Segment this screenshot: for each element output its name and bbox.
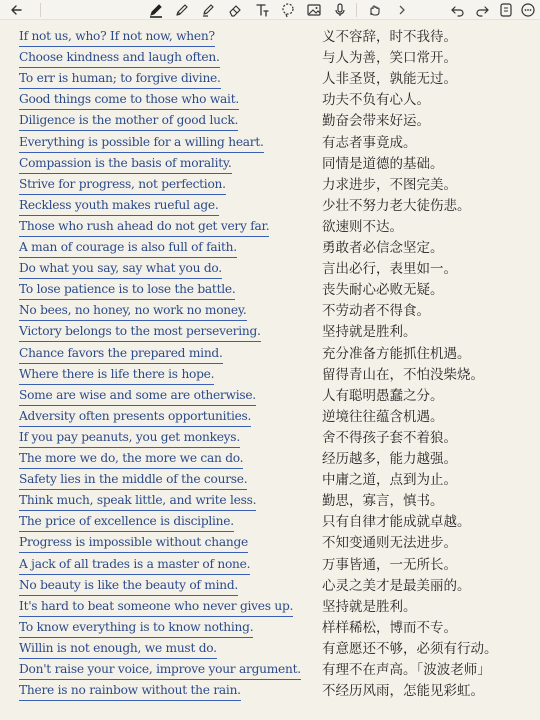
- english-phrase: Diligence is the mother of good luck.: [19, 112, 238, 131]
- chinese-translation: 万事皆通，一无所长。: [322, 556, 457, 573]
- toolbar-divider: [40, 3, 41, 17]
- phrase-row: [0, 260, 540, 281]
- chinese-translation: 勤奋会带来好运。: [322, 113, 430, 130]
- phrase-row: [0, 302, 540, 323]
- chinese-translation: 义不容辞，时不我待。: [322, 29, 457, 45]
- english-phrase: Choose kindness and laugh often.: [19, 49, 220, 68]
- chinese-translation: 勤思，寡言，慎书。: [322, 493, 444, 510]
- redo-icon[interactable]: [472, 0, 492, 20]
- phrase-row: [0, 28, 540, 49]
- phrase-row: [0, 682, 540, 703]
- phrase-row: [0, 70, 540, 91]
- chinese-translation: 坚持就是胜利。: [322, 324, 417, 341]
- undo-icon[interactable]: [448, 0, 468, 20]
- chinese-translation: 人有聪明愚蠢之分。: [322, 387, 444, 404]
- phrase-row: [0, 387, 540, 408]
- english-phrase: To lose patience is to lose the battle.: [19, 281, 235, 300]
- chinese-translation: 只有自律才能成就卓越。: [322, 514, 471, 531]
- phrase-row: [0, 239, 540, 260]
- pencil-icon[interactable]: [172, 0, 192, 20]
- phrase-row: [0, 134, 540, 155]
- lasso-icon[interactable]: [278, 0, 298, 20]
- english-phrase: The more we do, the more we can do.: [19, 450, 243, 469]
- chinese-translation: 力求进步，不图完美。: [322, 176, 457, 193]
- english-phrase: Do what you say, say what you do.: [19, 260, 222, 279]
- chinese-translation: 留得青山在，不怕没柴烧。: [322, 366, 484, 383]
- eraser-icon[interactable]: [225, 0, 245, 20]
- english-phrase: It's hard to beat someone who never gives up.: [19, 598, 293, 617]
- chinese-translation: 不劳动者不得食。: [322, 303, 430, 320]
- chinese-translation: 样样稀松，博而不专。: [322, 619, 457, 636]
- english-phrase: Everything is possible for a willing heart.: [19, 134, 264, 153]
- chinese-translation: 经历越多，能力越强。: [322, 451, 457, 467]
- chinese-translation: 功夫不负有心人。: [322, 92, 430, 109]
- english-phrase: Good things come to those who wait.: [19, 91, 239, 110]
- phrase-row: [0, 112, 540, 133]
- phrase-row: [0, 281, 540, 302]
- phrase-row: [0, 155, 540, 176]
- phrase-row: [0, 91, 540, 112]
- chinese-translation: 与人为善，笑口常开。: [322, 50, 457, 67]
- pen-icon[interactable]: [146, 0, 166, 20]
- english-phrase: Strive for progress, not perfection.: [19, 176, 226, 195]
- pages-icon[interactable]: [496, 0, 516, 20]
- english-phrase: Progress is impossible without change: [19, 534, 248, 553]
- english-phrase: There is no rainbow without the rain.: [19, 682, 241, 701]
- phrase-row: [0, 450, 540, 471]
- english-phrase: Some are wise and some are otherwise.: [19, 387, 256, 406]
- phrase-row: [0, 408, 540, 429]
- chinese-translation: 有理不在声高。「波波老师」: [322, 662, 491, 678]
- english-phrase: Those who rush ahead do not get very far.: [19, 218, 269, 237]
- hand-draw-icon[interactable]: [364, 0, 384, 20]
- phrase-row: [0, 513, 540, 534]
- english-phrase: Where there is life there is hope.: [19, 366, 214, 385]
- chevron-right-icon[interactable]: [392, 0, 412, 20]
- chinese-translation: 逆境往往蕴含机遇。: [322, 408, 444, 425]
- phrase-row: [0, 619, 540, 640]
- english-phrase: If you pay peanuts, you get monkeys.: [19, 429, 240, 448]
- microphone-icon[interactable]: [330, 0, 350, 20]
- phrase-row: [0, 556, 540, 577]
- english-phrase: No beauty is like the beauty of mind.: [19, 577, 238, 596]
- chinese-translation: 少壮不努力老大徒伤悲。: [322, 197, 471, 214]
- phrase-row: [0, 323, 540, 344]
- more-icon[interactable]: [518, 0, 538, 20]
- chinese-translation: 心灵之美才是最美丽的。: [322, 577, 471, 594]
- highlighter-icon[interactable]: [198, 0, 218, 20]
- english-phrase: To know everything is to know nothing.: [19, 619, 253, 638]
- chinese-translation: 坚持就是胜利。: [322, 598, 417, 615]
- phrase-row: [0, 640, 540, 661]
- english-phrase: Compassion is the basis of morality.: [19, 155, 232, 174]
- english-phrase: No bees, no honey, no work no money.: [19, 302, 247, 321]
- chinese-translation: 有志者事竟成。: [322, 134, 417, 151]
- english-phrase: A jack of all trades is a master of none.: [19, 556, 250, 575]
- chinese-translation: 充分准备方能抓住机遇。: [322, 345, 471, 362]
- phrase-row: [0, 492, 540, 513]
- english-phrase: If not us, who? If not now, when?: [19, 28, 215, 47]
- phrase-row: [0, 176, 540, 197]
- chinese-translation: 言出必行，表里如一。: [322, 261, 457, 278]
- english-phrase: Think much, speak little, and write less.: [19, 492, 256, 511]
- phrase-row: [0, 366, 540, 387]
- toolbar-divider: [356, 3, 357, 17]
- chinese-translation: 同情是道德的基础。: [322, 155, 444, 172]
- english-phrase: Chance favors the prepared mind.: [19, 345, 223, 364]
- english-phrase: Victory belongs to the most persevering.: [19, 323, 261, 342]
- english-phrase: A man of courage is also full of faith.: [19, 239, 237, 258]
- english-phrase: Reckless youth makes rueful age.: [19, 197, 219, 216]
- phrase-row: [0, 661, 540, 682]
- phrase-row: [0, 598, 540, 619]
- phrase-row: [0, 197, 540, 218]
- english-phrase: Willin is not enough, we must do.: [19, 640, 217, 659]
- back-arrow-icon[interactable]: [8, 0, 28, 20]
- chinese-translation: 不经历风雨，怎能见彩虹。: [322, 683, 484, 700]
- chinese-translation: 不知变通则无法进步。: [322, 535, 457, 552]
- chinese-translation: 有意愿还不够，必须有行动。: [322, 640, 498, 657]
- phrase-row: [0, 49, 540, 70]
- text-tool-icon[interactable]: [252, 0, 272, 20]
- english-phrase: Safety lies in the middle of the course.: [19, 471, 247, 490]
- phrase-row: [0, 534, 540, 555]
- phrase-row: [0, 345, 540, 366]
- phrase-row: [0, 471, 540, 492]
- chinese-translation: 人非圣贤，孰能无过。: [322, 71, 457, 88]
- english-phrase: Adversity often presents opportunities.: [19, 408, 251, 427]
- chinese-translation: 舍不得孩子套不着狼。: [322, 429, 457, 446]
- phrase-row: [0, 429, 540, 450]
- chinese-translation: 中庸之道，点到为止。: [322, 472, 457, 489]
- chinese-translation: 欲速则不达。: [322, 218, 403, 235]
- phrase-row: [0, 577, 540, 598]
- toolbar: [0, 0, 540, 20]
- english-phrase: To err is human; to forgive divine.: [19, 70, 221, 89]
- chinese-translation: 丧失耐心必败无疑。: [322, 282, 444, 299]
- english-phrase: Don't raise your voice, improve your argument.: [19, 661, 301, 680]
- english-phrase: The price of excellence is discipline.: [19, 513, 234, 532]
- phrase-row: [0, 218, 540, 239]
- chinese-translation: 勇敢者必信念坚定。: [322, 240, 444, 256]
- image-icon[interactable]: [304, 0, 324, 20]
